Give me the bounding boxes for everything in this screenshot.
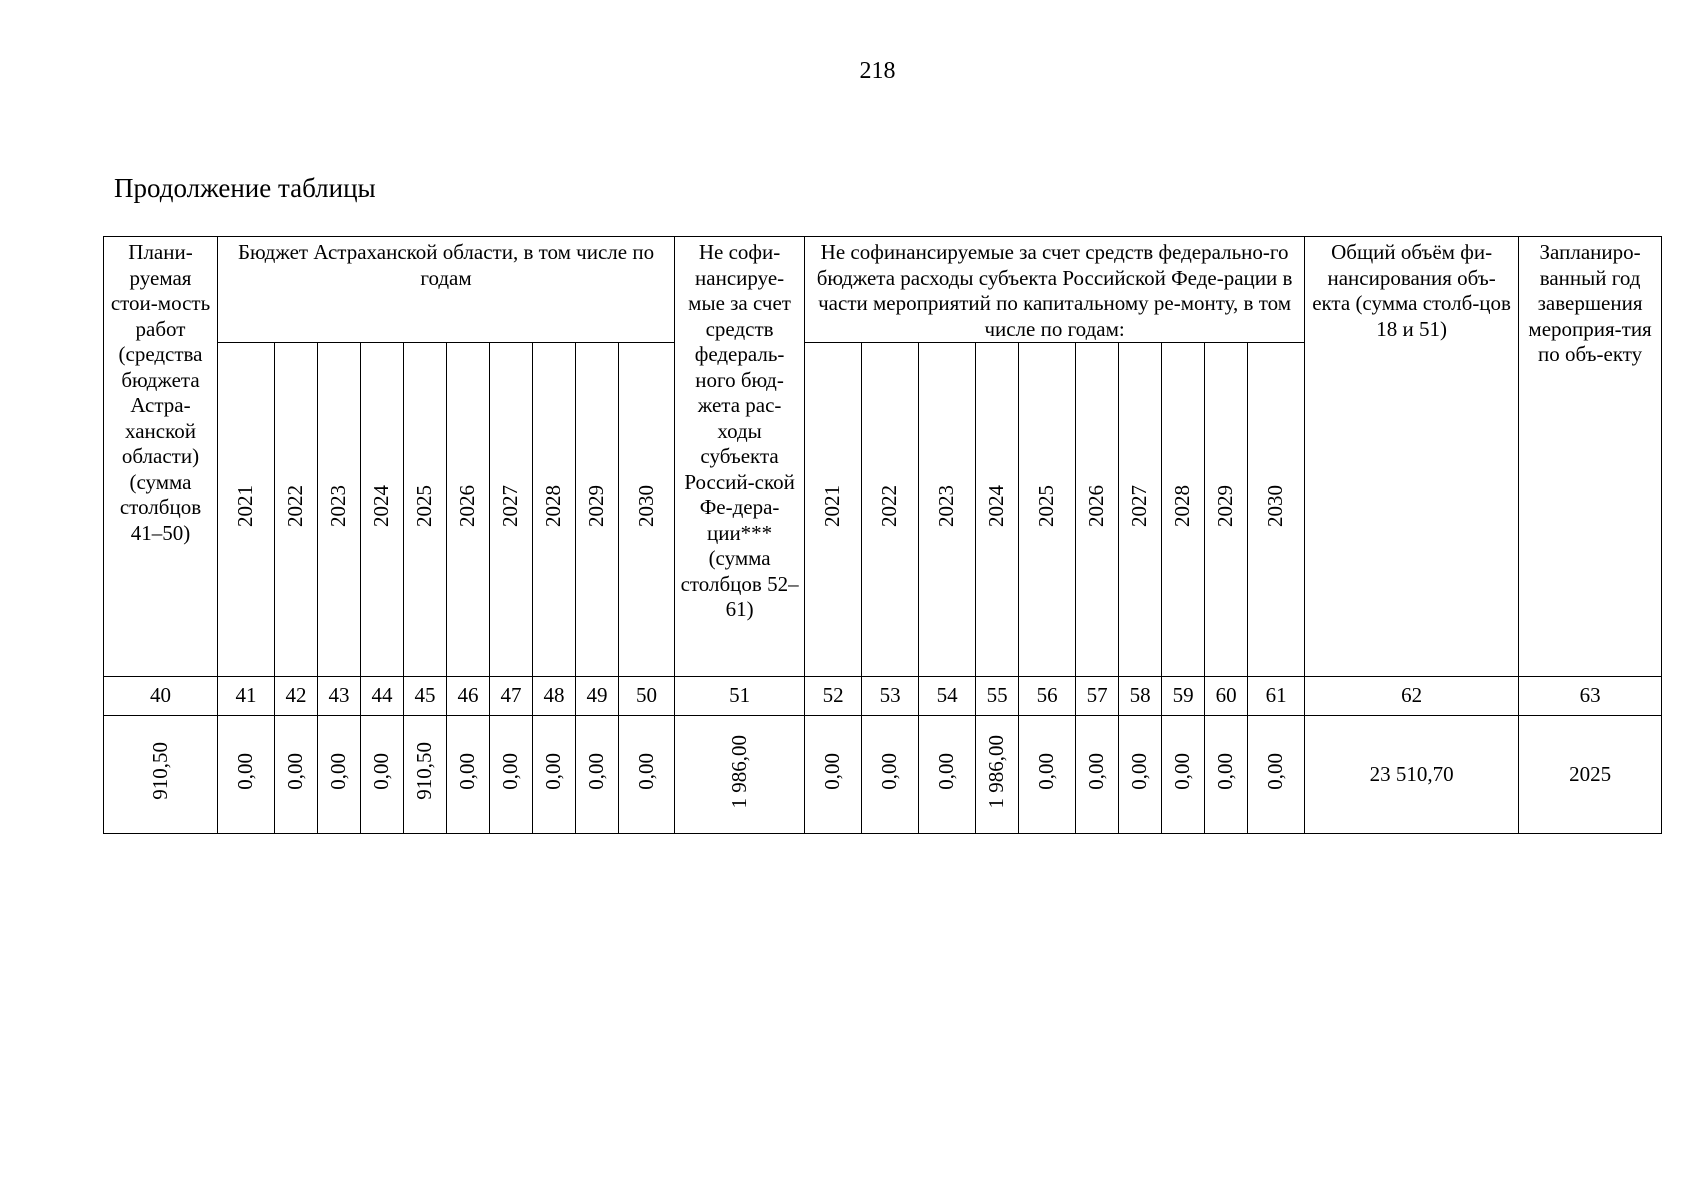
year-label: 2030	[1263, 485, 1288, 528]
page-number: 218	[859, 58, 896, 84]
capital-year-9	[1248, 343, 1305, 677]
column-number-cell: 52	[805, 677, 862, 716]
year-label: 2025	[1034, 485, 1059, 528]
column-number-cell: 42	[275, 677, 318, 716]
value-label: 910,50	[412, 742, 437, 801]
value-label: 0,00	[369, 752, 394, 790]
value-label: 0,00	[326, 752, 351, 790]
value-cell	[490, 716, 533, 834]
value-label: 0,00	[584, 752, 609, 790]
value-label: 0,00	[934, 752, 959, 790]
year-label: 2029	[584, 485, 609, 528]
year-label: 2029	[1213, 485, 1238, 528]
value-cell	[805, 716, 862, 834]
value-cell	[218, 716, 275, 834]
year-label: 2021	[233, 485, 258, 528]
value-cell	[104, 716, 218, 834]
column-number-cell: 47	[490, 677, 533, 716]
header-not-cofinanced: Не софи-нансируе-мые за счет средств федераль-ного бюд-жета рас-ходы субъекта Россий-ской Фе-дера-ции*** (сумма столбцов 52–61)	[675, 237, 805, 677]
value-cell	[862, 716, 919, 834]
value-label: 0,00	[820, 752, 845, 790]
header-planned-cost: Плани-руемая стои-мость работ (средства бюджета Астра-ханской области) (сумма столбцов 41–50)	[104, 237, 218, 677]
header-total-volume: Общий объём фи-нансирования объ-екта (сумма столб-цов 18 и 51)	[1305, 237, 1519, 677]
financing-table	[103, 236, 1662, 834]
value-cell	[447, 716, 490, 834]
value-cell	[275, 716, 318, 834]
year-label: 2021	[820, 485, 845, 528]
year-label: 2022	[877, 485, 902, 528]
value-label: 0,00	[1213, 752, 1238, 790]
capital-year-6	[1119, 343, 1162, 677]
value-label: 910,50	[147, 742, 172, 801]
year-label: 2023	[934, 485, 959, 528]
year-label: 2027	[1127, 485, 1152, 528]
column-number-cell: 43	[318, 677, 361, 716]
value-cell: 2025	[1519, 716, 1662, 834]
column-number-cell: 51	[675, 677, 805, 716]
header-not-cofinanced-capital: Не софинансируемые за счет средств федерально-го бюджета расходы субъекта Российской Феде-рации в части мероприятий по капитальному ре-монту, в том числе по годам:	[805, 237, 1305, 343]
column-number-cell: 55	[976, 677, 1019, 716]
column-number-cell: 50	[619, 677, 675, 716]
year-label: 2026	[1084, 485, 1109, 528]
value-label: 0,00	[1263, 752, 1288, 790]
header-planned-year: Запланиро-ванный год завершения мероприя-тия по объ-екту	[1519, 237, 1662, 677]
regional-year-5	[447, 343, 490, 677]
capital-year-2	[919, 343, 976, 677]
column-number-cell: 40	[104, 677, 218, 716]
regional-year-3	[361, 343, 404, 677]
regional-year-0	[218, 343, 275, 677]
column-number-cell: 62	[1305, 677, 1519, 716]
column-number-cell: 63	[1519, 677, 1662, 716]
value-label: 0,00	[1034, 752, 1059, 790]
value-cell	[919, 716, 976, 834]
value-cell	[976, 716, 1019, 834]
value-cell	[533, 716, 576, 834]
column-number-cell: 59	[1162, 677, 1205, 716]
value-cell	[1076, 716, 1119, 834]
value-label: 1 986,00	[726, 734, 751, 808]
header-regional-budget: Бюджет Астраханской области, в том числе по годам	[218, 237, 675, 343]
value-label: 0,00	[283, 752, 308, 790]
column-number-cell: 44	[361, 677, 404, 716]
capital-year-5	[1076, 343, 1119, 677]
value-label: 0,00	[1127, 752, 1152, 790]
regional-year-8	[576, 343, 619, 677]
capital-year-3	[976, 343, 1019, 677]
value-cell	[404, 716, 447, 834]
column-number-cell: 54	[919, 677, 976, 716]
value-cell	[1162, 716, 1205, 834]
column-number-cell: 46	[447, 677, 490, 716]
value-cell	[1248, 716, 1305, 834]
year-label: 2023	[326, 485, 351, 528]
capital-year-8	[1205, 343, 1248, 677]
regional-year-6	[490, 343, 533, 677]
value-label: 0,00	[1170, 752, 1195, 790]
column-number-cell: 58	[1119, 677, 1162, 716]
value-cell	[576, 716, 619, 834]
column-number-cell: 49	[576, 677, 619, 716]
year-label: 2026	[455, 485, 480, 528]
value-cell	[675, 716, 805, 834]
capital-year-7	[1162, 343, 1205, 677]
column-number-cell: 48	[533, 677, 576, 716]
value-label: 0,00	[233, 752, 258, 790]
value-cell	[1205, 716, 1248, 834]
header-row-1	[104, 237, 1662, 343]
column-number-cell: 57	[1076, 677, 1119, 716]
regional-year-7	[533, 343, 576, 677]
year-label: 2030	[633, 485, 658, 528]
value-label: 0,00	[877, 752, 902, 790]
column-numbers-row	[104, 677, 1662, 716]
capital-year-0	[805, 343, 862, 677]
year-label: 2024	[984, 485, 1009, 528]
year-label: 2028	[541, 485, 566, 528]
value-label: 1 986,00	[984, 734, 1009, 808]
value-label: 0,00	[633, 752, 658, 790]
value-cell: 23 510,70	[1305, 716, 1519, 834]
value-label: 0,00	[498, 752, 523, 790]
value-label: 0,00	[541, 752, 566, 790]
value-cell	[361, 716, 404, 834]
value-label: 0,00	[455, 752, 480, 790]
capital-year-4	[1019, 343, 1076, 677]
column-number-cell: 45	[404, 677, 447, 716]
column-number-cell: 41	[218, 677, 275, 716]
table-caption: Продолжение таблицы	[114, 173, 376, 203]
value-cell	[1019, 716, 1076, 834]
capital-year-1	[862, 343, 919, 677]
column-number-cell: 53	[862, 677, 919, 716]
value-label: 0,00	[1084, 752, 1109, 790]
regional-year-4	[404, 343, 447, 677]
regional-year-9	[619, 343, 675, 677]
value-cell	[318, 716, 361, 834]
regional-year-1	[275, 343, 318, 677]
year-label: 2028	[1170, 485, 1195, 528]
year-label: 2022	[283, 485, 308, 528]
value-cell	[1119, 716, 1162, 834]
column-number-cell: 56	[1019, 677, 1076, 716]
year-label: 2024	[369, 485, 394, 528]
regional-year-2	[318, 343, 361, 677]
year-label: 2027	[498, 485, 523, 528]
column-number-cell: 60	[1205, 677, 1248, 716]
column-number-cell: 61	[1248, 677, 1305, 716]
value-cell	[619, 716, 675, 834]
year-label: 2025	[412, 485, 437, 528]
values-row	[104, 716, 1662, 834]
